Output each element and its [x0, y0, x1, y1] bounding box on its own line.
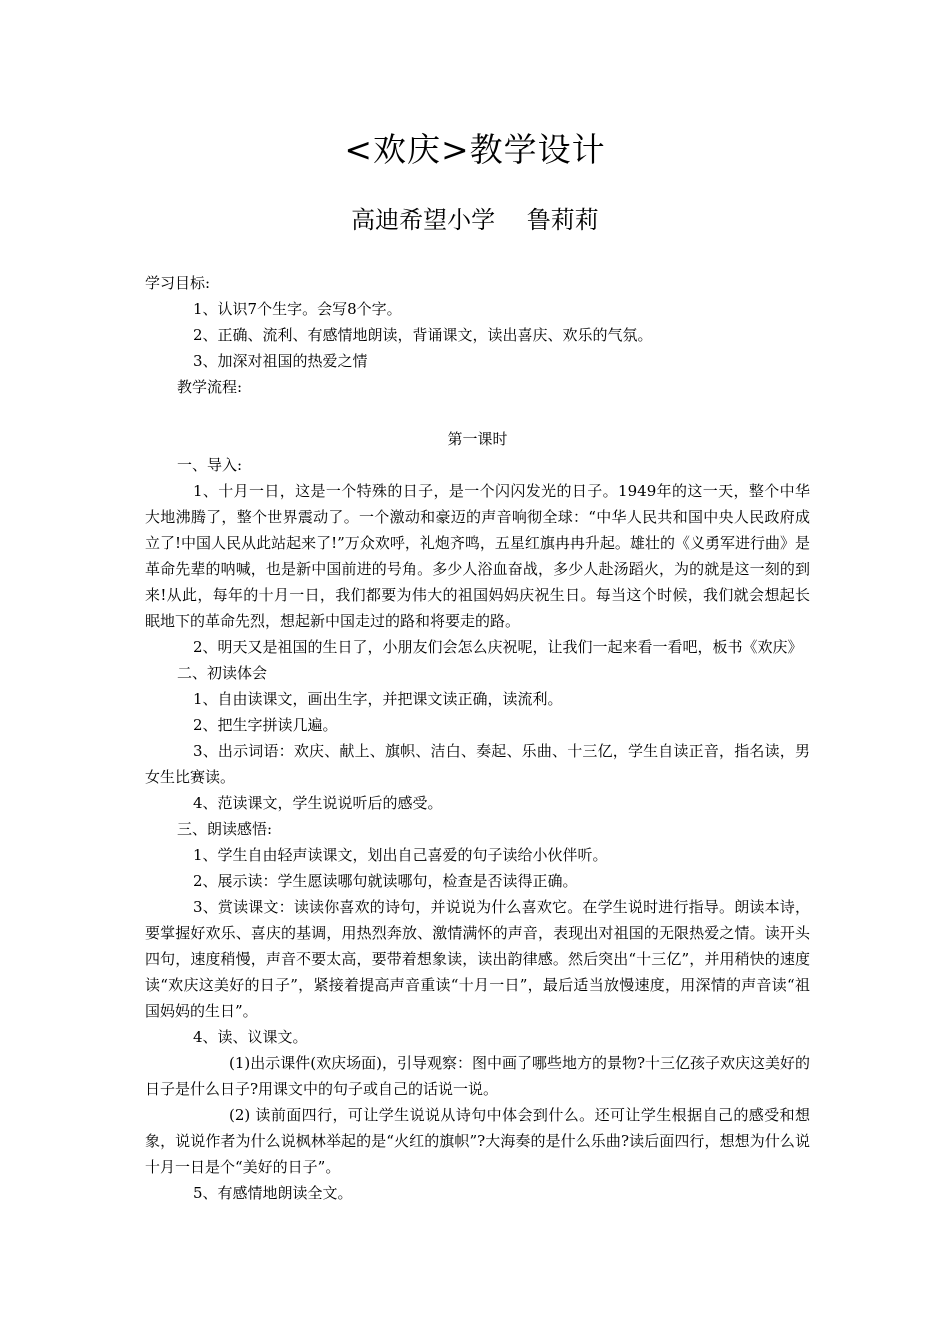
process-heading: 教学流程:	[177, 378, 243, 396]
section-2-item-3: 3、出示词语：欢庆、献上、旗帜、洁白、奏起、乐曲、十三亿，学生自读正音，指名读，男女生比赛读。	[145, 742, 810, 786]
section-3-item-3: 3、赏读课文：读读你喜欢的诗句，并说说为什么喜欢它。在学生说时进行指导。朗读本诗，要掌握好欢乐、喜庆的基调，用热烈奔放、激情满怀的声音，表现出对祖国的无限热爱之情。读开头四句，速度稍慢，声音不要太高，要带着想象读，读出韵律感。然后突出“十三亿”，并用稍快的速度读“欢庆这美好的日子”，紧接着提高声音重读“十月一日”，最后适当放慢速度，用深情的声音读“祖国妈妈的生日”。	[145, 898, 810, 1020]
goal-item-2: 2、正确、流利、有感情地朗读，背诵课文，读出喜庆、欢乐的气氛。	[193, 326, 653, 344]
section-2-item-1: 1、自由读课文，画出生字，并把课文读正确，读流利。	[193, 690, 563, 708]
section-3-item-5: 5、有感情地朗读全文。	[193, 1184, 353, 1202]
goals-heading: 学习目标:	[145, 274, 211, 292]
lesson-title: 第一课时	[447, 430, 508, 448]
document-author: 高迪希望小学 鲁莉莉	[351, 206, 599, 234]
goal-item-1: 1、认识7个生字。会写8个字。	[193, 300, 402, 318]
section-3-subitem-2: (2) 读前面四行，可让学生说说从诗句中体会到什么。还可让学生根据自己的感受和想象，说说作者为什么说枫林举起的是“火红的旗帜”?大海奏的是什么乐曲?读后面四行，想想为什么说十月一日是个“美好的日子”。	[145, 1106, 810, 1176]
section-3-item-1: 1、学生自由轻声读课文，划出自己喜爱的句子读给小伙伴听。	[193, 846, 608, 864]
section-3-subitem-1: (1)出示课件(欢庆场面)，引导观察：图中画了哪些地方的景物?十三亿孩子欢庆这美好的日子是什么日子?用课文中的句子或自己的话说一说。	[145, 1054, 810, 1098]
section-3-item-4: 4、读、议课文。	[193, 1028, 308, 1046]
section-2-item-2: 2、把生字拼读几遍。	[193, 716, 338, 734]
goal-item-3: 3、加深对祖国的热爱之情	[193, 352, 368, 370]
section-1-heading: 一、导入:	[177, 456, 243, 474]
section-2-heading: 二、初读体会	[177, 664, 268, 682]
document-body	[145, 270, 810, 1206]
document-title: <欢庆>教学设计	[344, 130, 606, 169]
section-3-heading: 三、朗读感悟:	[177, 820, 273, 838]
section-3-item-2: 2、展示读：学生愿读哪句就读哪句，检查是否读得正确。	[193, 872, 578, 890]
section-2-item-4: 4、范读课文，学生说说听后的感受。	[193, 794, 443, 812]
section-1-paragraph-1: 1、十月一日，这是一个特殊的日子，是一个闪闪发光的日子。1949年的这一天，整个中华大地沸腾了，整个世界震动了。一个激动和豪迈的声音响彻全球：“中华人民共和国中央人民政府成立了!中国人民从此站起来了!”万众欢呼，礼炮齐鸣，五星红旗冉冉升起。雄壮的《义勇军进行曲》是革命先辈的呐喊，也是新中国前进的号角。多少人浴血奋战，多少人赴汤蹈火，为的就是这一刻的到来!从此，每年的十月一日，我们都要为伟大的祖国妈妈庆祝生日。每当这个时候，我们就会想起长眠地下的革命先烈，想起新中国走过的路和将要走的路。	[145, 482, 810, 630]
section-1-paragraph-2: 2、明天又是祖国的生日了，小朋友们会怎么庆祝呢，让我们一起来看一看吧，板书《欢庆》	[193, 638, 803, 656]
